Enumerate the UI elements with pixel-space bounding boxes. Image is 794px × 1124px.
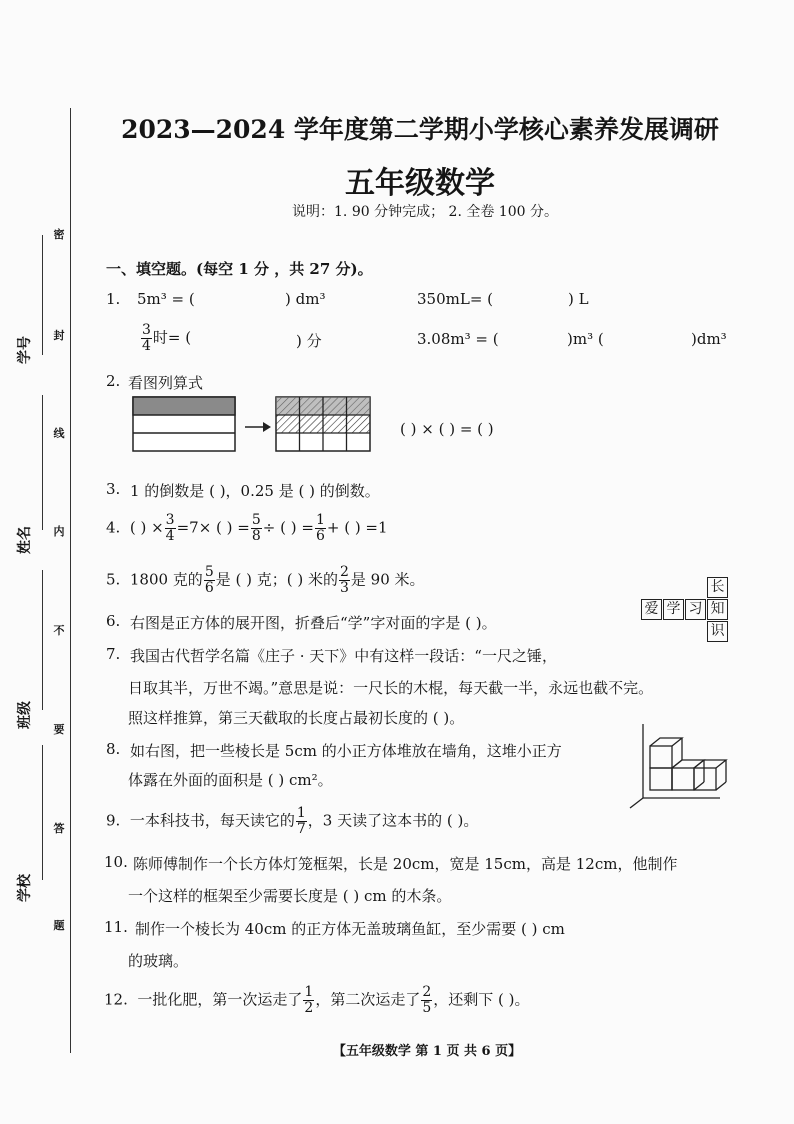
q7-line-1: 我国古代哲学名篇《庄子 · 天下》中有这样一段话：“一尺之锤， — [130, 647, 557, 665]
q5-text-1: 1800 克的 — [129, 570, 203, 589]
q12-text-2: ，第二次运走了 — [315, 990, 421, 1009]
q1-part-a: 5m³ = ( — [137, 290, 195, 308]
seal-char: 要 — [53, 723, 65, 736]
denominator: 5 — [422, 1000, 432, 1016]
denominator: 6 — [204, 580, 214, 596]
seal-char: 内 — [53, 525, 65, 538]
q1-part-c-unit: ) 分 — [296, 332, 322, 350]
q2-text: 看图列算式 — [128, 374, 204, 392]
page-footer: 【五年级数学 第 1 页 共 6 页】 — [332, 1044, 522, 1059]
class-line — [42, 570, 43, 710]
numerator: 5 — [251, 512, 261, 528]
q3-number: 3. — [106, 480, 121, 498]
q9-number: 9. — [106, 811, 121, 830]
fraction — [339, 565, 350, 596]
q2-formula: ( ) × ( ) = ( ) — [400, 420, 494, 438]
numerator: 1 — [315, 512, 325, 528]
q1-part-d-unit: )dm³ — [691, 330, 727, 348]
q7-line-3: 照这样推算，第三天截取的长度占最初长度的 ( )。 — [128, 709, 465, 727]
fraction — [421, 985, 432, 1016]
q11-number: 11. — [104, 918, 128, 936]
q12-text-1: 一批化肥，第一次运走了 — [137, 990, 303, 1009]
binding-line — [70, 108, 71, 1053]
q10-line-2: 一个这样的框架至少需要长度是 ( ) cm 的木条。 — [128, 887, 452, 905]
q1-number: 1. — [106, 290, 121, 308]
fraction — [141, 323, 152, 354]
fraction — [251, 513, 262, 544]
left-rectangle — [133, 397, 235, 451]
q4-text-3: ÷ ( ) = — [262, 518, 314, 537]
q8-number: 8. — [106, 740, 121, 758]
numerator: 5 — [204, 564, 214, 580]
denominator: 7 — [296, 821, 306, 837]
net-cell: 识 — [707, 621, 728, 642]
fraction — [296, 806, 307, 837]
net-cell: 习 — [685, 599, 706, 620]
q8-line-1: 如右图，把一些棱长是 5cm 的小正方体堆放在墙角，这堆小正方 — [130, 742, 562, 760]
q9-text-2: ，3 天读了这本书的 ( )。 — [307, 811, 479, 830]
denominator: 8 — [251, 528, 261, 544]
section-heading: 一、填空题。(每空 1 分 ，共 27 分)。 — [106, 260, 373, 278]
q10-line-1: 陈师傅制作一个长方体灯笼框架，长是 20cm，宽是 15cm，高是 12cm，他制作 — [133, 855, 678, 873]
fraction — [303, 985, 314, 1016]
q1-part-b-unit: ) L — [568, 290, 589, 308]
seal-char: 题 — [53, 919, 65, 932]
denominator: 4 — [142, 338, 151, 354]
student-id-label: 学号 — [17, 336, 33, 364]
q7-number: 7. — [106, 645, 121, 663]
q10-number: 10. — [104, 853, 128, 871]
q1-part-c — [140, 323, 191, 354]
numerator: 3 — [142, 322, 151, 338]
q6-number: 6. — [106, 612, 121, 630]
fraction — [315, 513, 326, 544]
right-rectangle — [276, 397, 370, 451]
net-cell: 爱 — [641, 599, 662, 620]
q1-part-d: 3.08m³ = ( — [417, 330, 499, 348]
name-label: 姓名 — [17, 526, 33, 554]
seal-char: 线 — [53, 427, 65, 440]
numerator: 2 — [339, 564, 349, 580]
seal-char: 不 — [53, 624, 65, 637]
q11-line-1: 制作一个棱长为 40cm 的正方体无盖玻璃鱼缸，至少需要 ( ) cm — [135, 920, 565, 938]
net-cell: 学 — [663, 599, 684, 620]
seal-char: 答 — [53, 822, 65, 835]
numerator: 1 — [304, 984, 314, 1000]
q5-number: 5. — [106, 570, 121, 589]
numerator: 2 — [422, 984, 432, 1000]
q12-text-3: ，还剩下 ( )。 — [433, 990, 530, 1009]
student-id-line — [42, 235, 43, 355]
school-label: 学校 — [17, 874, 33, 902]
school-line — [42, 745, 43, 880]
q5-text-2: 是 ( ) 克；( ) 米的 — [215, 570, 338, 589]
q6-text: 右图是正方体的展开图，折叠后“学”字对面的字是 ( )。 — [130, 614, 497, 632]
q8-line-2: 体露在外面的面积是 ( ) cm²。 — [128, 771, 333, 789]
denominator: 4 — [165, 528, 175, 544]
q9-text-1: 一本科技书，每天读它的 — [129, 811, 295, 830]
seal-char: 封 — [53, 329, 65, 342]
denominator: 3 — [339, 580, 349, 596]
denominator: 6 — [315, 528, 325, 544]
numerator: 1 — [296, 805, 306, 821]
q12-number: 12. — [104, 990, 128, 1009]
q4-line — [106, 513, 388, 544]
instructions: 说明：1. 90 分钟完成； 2. 全卷 100 分。 — [292, 204, 558, 220]
arrow-icon — [245, 422, 271, 432]
q5-line — [106, 565, 425, 596]
stacked-cubes-figure — [628, 722, 738, 810]
q4-text-1: ( ) × — [129, 518, 164, 537]
q3-text: 1 的倒数是 ( )，0.25 是 ( ) 的倒数。 — [130, 482, 380, 500]
denominator: 2 — [304, 1000, 314, 1016]
q4-text-2: =7× ( ) = — [176, 518, 250, 537]
numerator: 3 — [165, 512, 175, 528]
q5-text-3: 是 90 米。 — [350, 570, 425, 589]
q12-line — [104, 985, 530, 1016]
subject-title: 五年级数学 — [345, 166, 495, 201]
fraction — [204, 565, 215, 596]
q4-text-4: + ( ) =1 — [326, 518, 388, 537]
class-label: 班级 — [17, 701, 33, 729]
fraction — [165, 513, 176, 544]
q2-figure — [128, 395, 378, 455]
net-cell: 长 — [707, 577, 728, 598]
net-cell: 知 — [707, 599, 728, 620]
q1-part-c-text: 时= ( — [152, 328, 192, 347]
q1-part-a-unit: ) dm³ — [285, 290, 326, 308]
q4-number: 4. — [106, 518, 121, 537]
q1-part-d-mid: )m³ ( — [567, 330, 604, 348]
exam-title: 2023—2024 学年度第二学期小学核心素养发展调研 — [121, 115, 719, 144]
q1-part-b: 350mL= ( — [417, 290, 494, 308]
seal-char: 密 — [53, 228, 65, 241]
q2-number: 2. — [106, 372, 121, 390]
q11-line-2: 的玻璃。 — [128, 952, 189, 970]
name-line — [42, 395, 43, 530]
q9-line — [106, 806, 478, 837]
q7-line-2: 日取其半，万世不竭。”意思是说：一尺长的木棍，每天截一半，永远也截不完。 — [128, 679, 654, 697]
cube-net — [640, 577, 740, 647]
